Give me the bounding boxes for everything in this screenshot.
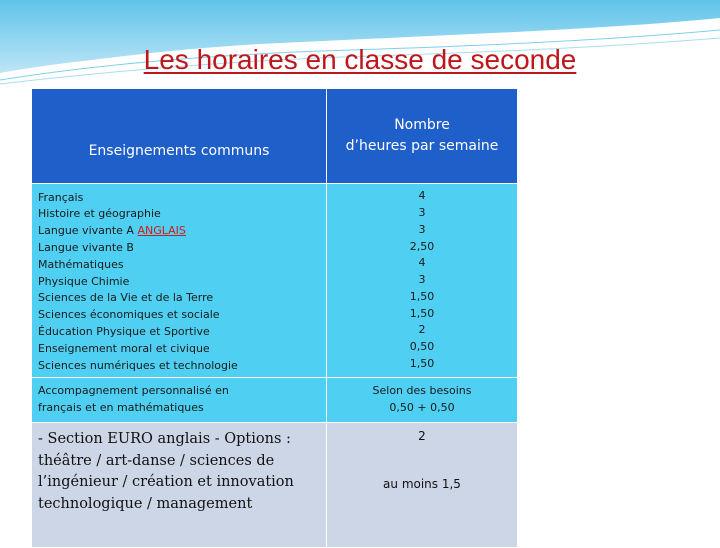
hours-value: 2,50 [409, 239, 435, 253]
highlight-anglais: ANGLAIS [137, 224, 186, 238]
hours-value: 0,50 [409, 340, 435, 354]
page-title: Les horaires en classe de seconde [143, 44, 577, 75]
table-row-subjects [32, 184, 518, 378]
list-item: Éducation Physique et Sportive [38, 324, 210, 338]
hours-value: 3 [418, 222, 426, 236]
sections-value: 2 au moins 1,5 [327, 423, 518, 548]
accompaniment-label: Accompagnement personnalisé en français et en mathématiques [32, 378, 327, 423]
table-header-row [32, 89, 518, 184]
hours-list [327, 184, 518, 378]
table-row-sections [32, 423, 518, 548]
hours-value: 3 [418, 273, 426, 287]
list-item: Enseignement moral et civique [38, 341, 210, 355]
list-item: Sciences économiques et sociale [38, 308, 220, 322]
hours-value: 4 [418, 189, 426, 203]
list-item: Mathématiques [38, 257, 124, 271]
list-item: Français [38, 190, 84, 204]
schedule-table [31, 88, 518, 548]
hours-value: 2 [418, 323, 426, 337]
list-item: Sciences numériques et technologie [38, 358, 238, 372]
list-item: Langue vivante A ANGLAIS [38, 224, 186, 238]
accompaniment-value: Selon des besoins 0,50 + 0,50 [327, 378, 518, 423]
sections-label: - Section EURO anglais - Options : théâtre / art-danse / sciences de l’ingénieur / création et innovation technologique / management [32, 423, 327, 548]
subjects-list [32, 184, 327, 378]
header-hours: Nombre d’heures par semaine [327, 89, 518, 184]
list-item: Histoire et géographie [38, 207, 161, 221]
table-row-accompaniment [32, 378, 518, 423]
hours-value: 1,50 [409, 306, 435, 320]
list-item: Physique Chimie [38, 274, 130, 288]
list-item: Sciences de la Vie et de la Terre [38, 291, 214, 305]
hours-value: 1,50 [409, 289, 435, 303]
hours-value: 1,50 [409, 357, 435, 371]
hours-value: 4 [418, 256, 426, 270]
header-subjects: Enseignements communs [32, 89, 327, 184]
hours-value: 3 [418, 205, 426, 219]
list-item: Langue vivante B [38, 241, 134, 254]
